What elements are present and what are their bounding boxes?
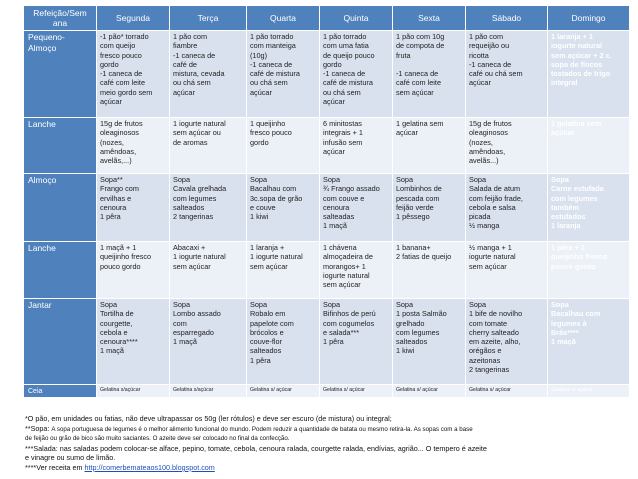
header-day: Sábado <box>466 6 548 31</box>
meal-cell: 1 pão torrado com uma fatia de queijo pouco gordo -1 caneca de café de mistura ou chá sem açúcar <box>320 31 393 118</box>
footnote-recipe-label: ****Ver receita em <box>25 462 85 472</box>
footnote-soup-label: **Sopa: <box>25 423 52 433</box>
meal-cell: 1 chávena almoçadeira de morangos+ 1 iogurte natural sem açúcar <box>320 242 393 299</box>
meal-cell: -1 pão* torrado com queijo fresco pouco gordo -1 caneca de café com leite meio gordo sem açúcar <box>97 31 170 118</box>
meal-cell: Sopa 1 bife de novilho com tomate cherry salteado em azeite, alho, orégãos e azeitonas 2 tangerinas <box>466 299 548 385</box>
meal-cell: Sopa Bacalhau com 3c.sopa de grão e couve 1 kiwi <box>247 174 320 242</box>
meal-label: Pequeno- Almoço <box>24 31 97 118</box>
meal-cell: 1 pão com fiambre -1 caneca de café de mistura, cevada ou chá sem açúcar <box>170 31 247 118</box>
meal-label: Lanche <box>24 242 97 299</box>
meal-label: Almoço <box>24 174 97 242</box>
footnote-soup-continued: de feijão ou grão de bico são muito saciantes. O azeite deve ser colocado no final da confecção. <box>25 435 290 443</box>
header-row <box>24 6 630 31</box>
footnote-soup <box>25 424 625 435</box>
meal-cell: 1 gelatina sem açúcar <box>548 118 630 174</box>
meal-cell: 6 minitostas integrais + 1 infusão sem açúcar <box>320 118 393 174</box>
footnote-soup-text: A sopa portuguesa de legumes é o melhor alimento funcional do mundo. Podem reduzir a quantidade de batata ou mesmo retira-la. As sopas com a base <box>51 425 473 433</box>
meal-cell: 1 queijinho fresco pouco gordo <box>247 118 320 174</box>
meal-label: Ceia <box>24 385 97 398</box>
meal-cell: 1 pão com 10g de compota de fruta -1 caneca de café com leite sem açúcar <box>393 31 466 118</box>
header-day: Sexta <box>393 6 466 31</box>
meal-cell: Sopa 1 posta Salmão grelhado com legumes salteados 1 kiwi <box>393 299 466 385</box>
meal-row-ceia <box>24 385 630 398</box>
meal-row-lanche <box>24 242 630 299</box>
meal-cell: Sopa Lombo assado com esparregado 1 maçã <box>170 299 247 385</box>
meal-cell: Sopa Carne estufada com legumes também estufados 1 laranja <box>548 174 630 242</box>
meal-cell: Sopa Robalo em papelote com brócolos e couve-flor salteados 1 pêra <box>247 299 320 385</box>
meal-row-almoco <box>24 174 630 242</box>
meal-cell: Gelatina s/ açúcar <box>393 385 466 398</box>
meal-cell: Sopa Lombinhos de pescada com feijão verde 1 pêssego <box>393 174 466 242</box>
meal-cell: 1 laranja + 1 iogurte natural sem açúcar + 2 c. sopa de flocos tostados de trigo integral <box>548 31 630 118</box>
meal-cell: Abacaxi + 1 iogurte natural sem açúcar <box>170 242 247 299</box>
meal-cell: Sopa ¾ Frango assado com couve e cenoura salteadas 1 maçã <box>320 174 393 242</box>
meal-cell: Sopa** Frango com ervilhas e cenoura 1 pêra <box>97 174 170 242</box>
header-day: Quinta <box>320 6 393 31</box>
meal-cell: 15g de frutos oleaginosos (nozes, amêndoas, avelãs...) <box>466 118 548 174</box>
meal-cell: Gelatina s/ açúcar <box>548 385 630 398</box>
meal-cell: Sopa Cavala grelhada com legumes salteados 2 tangerinas <box>170 174 247 242</box>
meal-cell: Gelatina s/ açúcar <box>247 385 320 398</box>
footnotes <box>25 414 625 473</box>
meal-cell: 15g de frutos oleaginosos (nozes, amêndoas, avelãs,...) <box>97 118 170 174</box>
meal-cell: ½ manga + 1 iogurte natural sem açúcar <box>466 242 548 299</box>
meal-cell: 1 pão com requeijão ou ricotta -1 caneca de café ou chá sem açúcar <box>466 31 548 118</box>
meal-row-pequeno-almoco <box>24 31 630 118</box>
meal-cell: Gelatina s/açúcar <box>170 385 247 398</box>
meal-cell: Sopa Tortilha de courgette, cebola e cenoura**** 1 maçã <box>97 299 170 385</box>
header-corner: Refeição/Sem ana <box>24 6 97 31</box>
footnote-salad-continued: e vinagre ou sumo de limão. <box>25 453 116 463</box>
header-day: Segunda <box>97 6 170 31</box>
header-day: Quarta <box>247 6 320 31</box>
meal-cell: Sopa Salada de atum com feijão frade, cebola e salsa picada ½ manga <box>466 174 548 242</box>
meal-cell: Sopa Bifinhos de perú com cogumelos e salada*** 1 pêra <box>320 299 393 385</box>
meal-cell: 1 pêra + 1 queijinho fresco pouco gordo <box>548 242 630 299</box>
recipe-link[interactable]: http://comerbemateaos100.blogspot.com <box>84 462 215 472</box>
meal-label: Jantar <box>24 299 97 385</box>
meal-cell: 1 maçã + 1 queijinho fresco pouco gordo <box>97 242 170 299</box>
meal-cell: Gelatina s/ açúcar <box>320 385 393 398</box>
meal-cell: 1 banana+ 2 fatias de queijo <box>393 242 466 299</box>
meal-row-jantar <box>24 299 630 385</box>
meal-cell: 1 iogurte natural sem açúcar ou de aromas <box>170 118 247 174</box>
meal-cell: 1 gelatina sem açúcar <box>393 118 466 174</box>
footnote-recipe <box>25 463 625 473</box>
meal-row-lanche <box>24 118 630 174</box>
meal-cell: Gelatina s/açúcar <box>97 385 170 398</box>
meal-label: Lanche <box>24 118 97 174</box>
meal-cell: Sopa Bacalhau com legumes à Brás**** 1 maçã <box>548 299 630 385</box>
meal-cell: 1 pão torrado com manteiga (10g) -1 caneca de café de mistura ou chá sem açúcar <box>247 31 320 118</box>
meal-plan-table <box>23 5 630 398</box>
footnote-bread: *O pão, em unidades ou fatias, não deve ultrapassar os 50g (ler rótulos) e deve ser escuro (de mistura) ou integral; <box>25 414 392 423</box>
header-day: Terça <box>170 6 247 31</box>
header-day: Domingo <box>548 6 630 31</box>
meal-cell: 1 laranja + 1 iogurte natural sem açúcar <box>247 242 320 299</box>
footnote-salad: ***Salada: nas saladas podem colocar-se alface, pepino, tomate, cebola, cenoura ralada, courgette ralada, endívias, agrião... O tempero é azeite <box>25 443 487 453</box>
meal-cell: Gelatina s/ açúcar <box>466 385 548 398</box>
